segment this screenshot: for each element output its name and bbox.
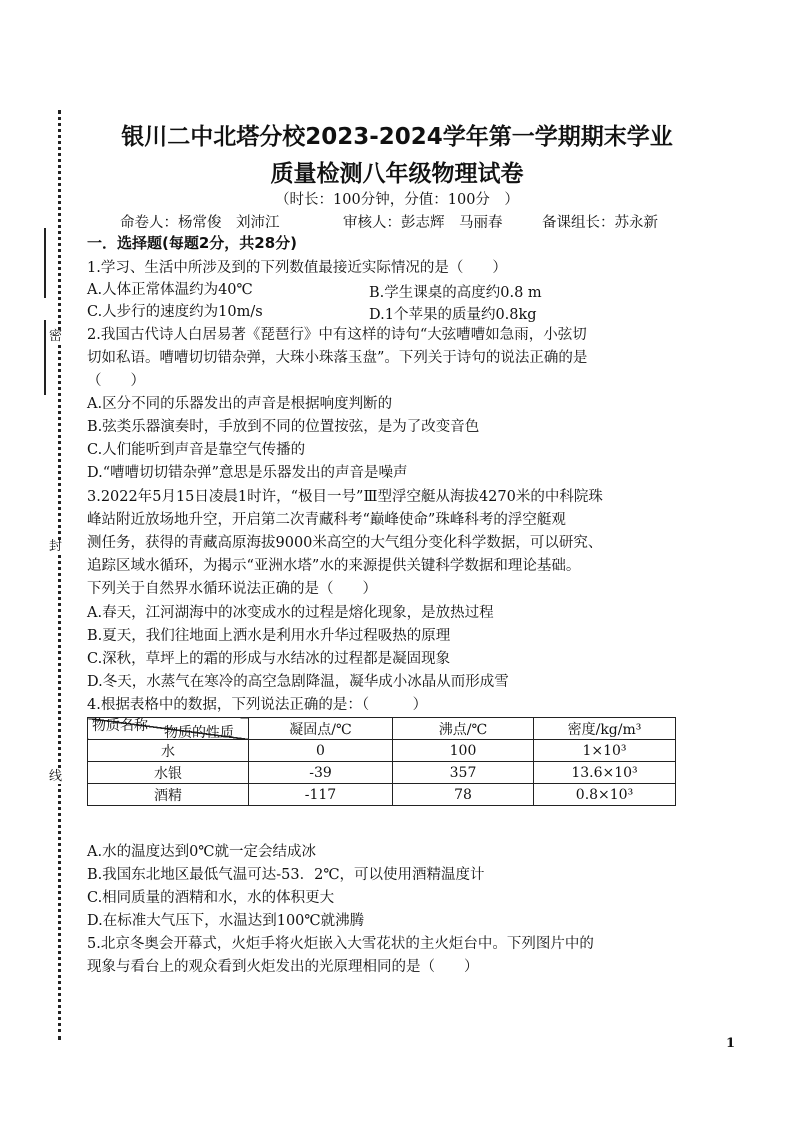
q3-stem-line3: 测任务，获得的青藏高原海拔9000米高空的大气组分变化科学数据，可以研究、 [87, 535, 603, 551]
table-cell: 13.6×10³ [534, 762, 676, 784]
column-header: 沸点/℃ [393, 718, 534, 740]
q3-stem-line4: 追踪区域水循环，为揭示“亚洲水塔”水的来源提供关键科学数据和理论基础。 [87, 558, 581, 574]
q5-stem-line1: 5.北京冬奥会开幕式，火炬手将火炬嵌入大雪花状的主火炬台中。下列图片中的 [87, 936, 594, 952]
diag-header-bottom: 物质名称 [92, 718, 148, 734]
column-header: 凝固点/℃ [249, 718, 393, 740]
exam-title-line2: 质量检测八年级物理试卷 [270, 161, 524, 187]
q2-option-d: D.“嘈嘈切切错杂弹”意思是乐器发出的声音是噪声 [87, 465, 408, 481]
exam-title-line1: 银川二中北塔分校2023-2024学年第一学期期末学业 [121, 124, 673, 150]
q2-option-a: A.区分不同的乐器发出的声音是根据响度判断的 [87, 396, 393, 412]
q1-option-d: D.1个苹果的质量约0.8kg [369, 307, 537, 323]
q1-option-b: B.学生课桌的高度约0.8 m [369, 285, 542, 301]
q4-option-b: B.我国东北地区最低气温可达-53．2℃，可以使用酒精温度计 [87, 867, 485, 883]
q4-option-a: A.水的温度达到0℃就一定会结成冰 [87, 844, 317, 860]
q3-stem-line2: 峰站附近放场地升空，开启第二次青藏科考“巅峰使命”珠峰科考的浮空艇观 [87, 512, 566, 528]
table-diagonal-header-cell [88, 718, 249, 740]
q4-option-d: D.在标准大气压下，水温达到100℃就沸腾 [87, 913, 365, 929]
q3-option-a: A.春天，江河湖海中的冰变成水的过程是熔化现象，是放热过程 [87, 605, 494, 621]
table-cell: 100 [393, 740, 534, 762]
table-cell: 酒精 [88, 784, 249, 806]
q3-option-d: D.冬天，水蒸气在寒冷的高空急剧降温，凝华成小冰晶从而形成雪 [87, 674, 509, 690]
q3-stem-line5: 下列关于自然界水循环说法正确的是（ ） [87, 581, 377, 597]
q3-option-c: C.深秋，草坪上的霜的形成与水结冰的过程都是凝固现象 [87, 651, 451, 667]
exam-meta: （时长：100分钟，分值：100分 ） [275, 192, 519, 208]
section-heading: 一．选择题(每题2分，共28分) [87, 234, 298, 252]
table-cell: 78 [393, 784, 534, 806]
table-cell: 0.8×10³ [534, 784, 676, 806]
q4-option-c: C.相同质量的酒精和水，水的体积更大 [87, 890, 335, 906]
q5-stem-line2: 现象与看台上的观众看到火炬发出的光原理相同的是（ ） [87, 959, 479, 975]
table-row [88, 784, 676, 806]
seal-label-xian: 线 [49, 769, 63, 784]
column-header: 密度/kg/m³ [534, 718, 676, 740]
q1-option-c: C.人步行的速度约为10m/s [87, 304, 263, 320]
binding-dotted-line [58, 110, 61, 1040]
table-row [88, 762, 676, 784]
table-cell: 357 [393, 762, 534, 784]
table-header-row [88, 718, 676, 740]
table-cell: 水 [88, 740, 249, 762]
q3-option-b: B.夏天，我们往地面上洒水是利用水升华过程吸热的原理 [87, 628, 451, 644]
table-row [88, 740, 676, 762]
table-cell: -39 [249, 762, 393, 784]
q2-option-c: C.人们能听到声音是靠空气传播的 [87, 442, 306, 458]
q3-stem-line1: 3.2022年5月15日凌晨1时许，“极目一号”Ⅲ型浮空艇从海拔4270米的中科院珠 [87, 489, 603, 505]
q2-stem-line3: （ ） [87, 373, 145, 389]
binding-margin-mark [44, 320, 46, 395]
binding-margin-mark [44, 228, 46, 298]
table-cell: -117 [249, 784, 393, 806]
staff-setter: 命卷人：杨常俊 刘沛江 [120, 215, 280, 231]
staff-reviewer: 审核人：彭志辉 马丽春 [343, 215, 503, 231]
q2-stem-line1: 2.我国古代诗人白居易著《琵琶行》中有这样的诗句“大弦嘈嘈如急雨，小弦切 [87, 327, 587, 343]
table-cell: 1×10³ [534, 740, 676, 762]
seal-label-mi: 密 [49, 329, 63, 344]
substance-properties-table [87, 717, 676, 806]
q2-stem-line2: 切如私语。嘈嘈切切错杂弹，大珠小珠落玉盘”。下列关于诗句的说法正确的是 [87, 350, 588, 366]
page-number: 1 [726, 1036, 736, 1051]
q1-stem: 1.学习、生活中所涉及到的下列数值最接近实际情况的是（ ） [87, 260, 507, 276]
seal-label-feng: 封 [49, 539, 63, 554]
staff-leader: 备课组长：苏永新 [542, 215, 658, 231]
table-cell: 0 [249, 740, 393, 762]
diag-header-top: 物质的性质 [164, 725, 234, 741]
table-cell: 水银 [88, 762, 249, 784]
q2-option-b: B.弦类乐器演奏时，手放到不同的位置按弦，是为了改变音色 [87, 419, 480, 435]
q1-option-a: A.人体正常体温约为40℃ [87, 282, 253, 298]
q4-stem: 4.根据表格中的数据，下列说法正确的是：（ ） [87, 697, 428, 713]
